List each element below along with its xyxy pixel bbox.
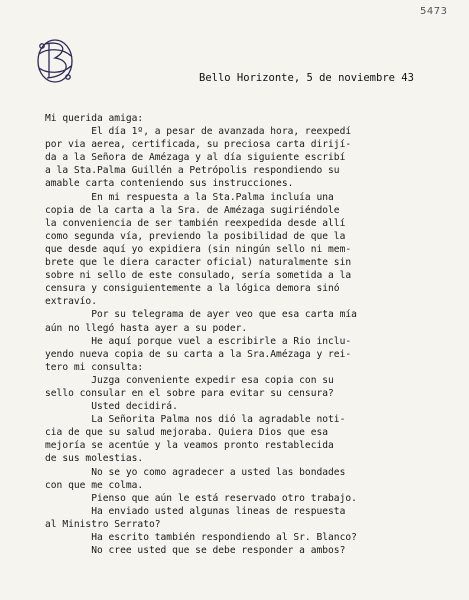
letter-line: sello consular en el sobre para evitar su censura? [45,387,334,399]
letter-line: sobre ni sello de este consulado, sería sometida a la [45,270,352,282]
letter-line: da a la Señora de Amézaga y al día siguiente escribí [45,152,346,164]
letter-line: como segunda vía, previendo la posibilidad de que la [45,230,346,242]
letter-line: por via aerea, certificada, su preciosa carta dirijí- [45,139,352,151]
letter-dateline: Bello Horizonte, 5 de noviembre 43 [199,72,414,84]
letter-line: Ha escrito también respondiendo al Sr. Blanco? [45,532,357,543]
letter-line: la conveniencia de ser también reexpedida desde allí [45,217,346,229]
letter-line: Usted decidirá. [45,401,178,413]
letter-line: copia de la carta a la Sra. de Amézaga sugiriéndole [45,204,340,216]
letter-line: El día 1º, a pesar de avanzada hora, reexpedí [45,126,352,138]
letter-line: censura y consiguientemente a la lógica demora sinó [45,283,340,295]
monogram-icon [33,36,77,86]
letter-line: mejoría se acentúe y la veamos pronto restablecida [45,440,334,452]
letter-line: al Ministro Serrato? [45,518,161,530]
letter-line: Mi querida amiga: [45,113,144,124]
archive-number: 5473 [420,6,448,17]
letter-line: extravío. [45,296,97,308]
letter-line: En mi respuesta a la Sta.Palma incluía una [45,191,334,203]
letter-line: de sus molestias. [45,453,144,465]
letter-line: a la Sta.Palma Guillén a Petrópolis respondiendo su [45,165,340,177]
letter-line: No se yo como agradecer a usted las bondades [45,466,346,478]
letter-line: tero mi consulta: [45,361,144,373]
letter-line: Por su telegrama de ayer veo que esa carta mía [45,309,357,321]
letter-line: yendo nueva copia de su carta a la Sra.Amézaga y rei- [45,348,352,360]
letter-line: La Señorita Palma nos dió la agradable noti- [45,414,346,426]
letter-line: que desde aquí yo expidiera (sin ningún sello ni mem- [45,243,352,255]
letter-line: Ha enviado usted algunas lineas de respuesta [45,505,346,517]
letter-line: No cree usted que se debe responder a ambos? [45,545,346,557]
letter-line: Pienso que aún le está reservado otro trabajo. [45,492,357,504]
letter-line: aún no llegó hasta ayer a su poder. [45,322,248,334]
letter-line: brete que le diera caracter oficial) naturalmente sin [45,257,352,269]
letter-line: He aquí porque vuel a escribirle a Rio inclu- [45,335,352,347]
letter-line: amable carta conteniendo sus instrucciones. [45,178,294,190]
letter-line: con que me colma. [45,479,144,491]
letter-body [45,112,445,557]
letter-line: Juzga conveniente expedir esa copia con su [45,374,334,386]
letter-line: cia de que su salud mejoraba. Quiera Dios que esa [45,427,329,439]
